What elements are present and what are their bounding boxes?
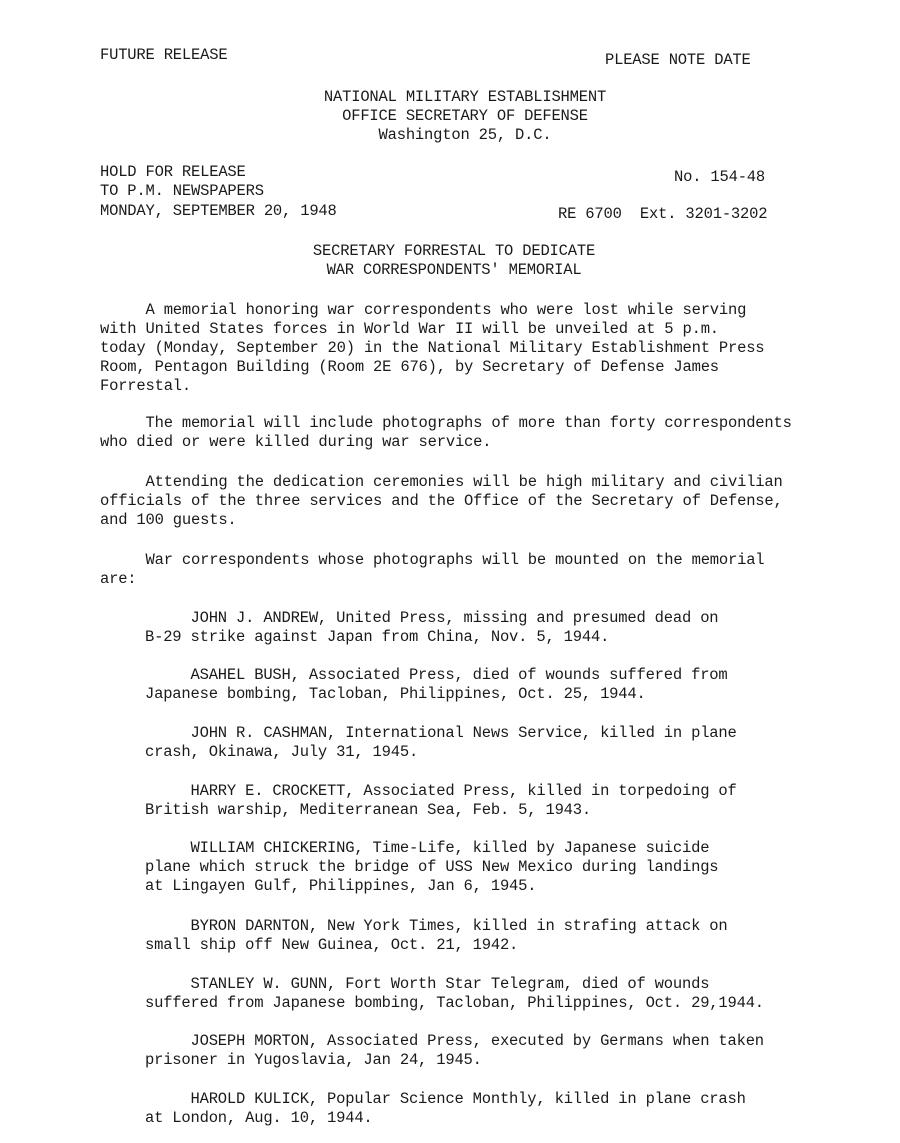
paragraph-intro: A memorial honoring war correspondents who were lost while serving with United States forces in World War II will be unveiled at 5 p.m. today (Monday, September 20) in the National Military Establishment Press Room, Pentagon Building (Room 2E 676), by Secretary of Defense James Forrestal. xyxy=(100,301,765,395)
headline-line-2: WAR CORRESPONDENTS' MEMORIAL xyxy=(326,261,582,279)
correspondent-entry: BYRON DARNTON, New York Times, killed in strafing attack on small ship off New Guinea, Oct. 21, 1942. xyxy=(145,917,728,954)
paragraph-attending: Attending the dedication ceremonies will be high military and civilian officials of the three services and the Office of the Secretary of Defense, and 100 guests. xyxy=(100,473,783,529)
please-note-date-label: PLEASE NOTE DATE xyxy=(605,51,751,69)
correspondent-entry: JOSEPH MORTON, Associated Press, executed by Germans when taken prisoner in Yugoslavia, Jan 24, 1945. xyxy=(145,1032,764,1069)
correspondent-entry: JOHN R. CASHMAN, International News Service, killed in plane crash, Okinawa, July 31, 1945. xyxy=(145,724,737,761)
correspondent-entry: ASAHEL BUSH, Associated Press, died of wounds suffered from Japanese bombing, Tacloban, Philippines, Oct. 25, 1944. xyxy=(145,666,728,703)
future-release-label: FUTURE RELEASE xyxy=(100,46,228,64)
release-number: No. 154-48 xyxy=(674,168,766,186)
paragraph-memorial: The memorial will include photographs of more than forty correspondents who died or were killed during war service. xyxy=(100,414,792,451)
correspondent-entry: HARRY E. CROCKETT, Associated Press, killed in torpedoing of British warship, Mediterranean Sea, Feb. 5, 1943. xyxy=(145,782,737,819)
correspondent-entry: WILLIAM CHICKERING, Time-Life, killed by Japanese suicide plane which struck the bridge of USS New Mexico during landings at Lingayen Gulf, Philippines, Jan 6, 1945. xyxy=(145,839,719,895)
correspondent-entry: HAROLD KULICK, Popular Science Monthly, killed in plane crash at London, Aug. 10, 1944. xyxy=(145,1090,746,1127)
letterhead-line-1: NATIONAL MILITARY ESTABLISHMENT xyxy=(323,88,607,106)
letterhead-line-3: Washington 25, D.C. xyxy=(378,126,552,144)
correspondent-entry: STANLEY W. GUNN, Fort Worth Star Telegram, died of wounds suffered from Japanese bombing, Tacloban, Philippines, Oct. 29,1944. xyxy=(145,975,764,1012)
hold-line-1: HOLD FOR RELEASE xyxy=(100,163,246,181)
hold-line-2: TO P.M. NEWSPAPERS xyxy=(100,182,264,200)
letterhead-line-2: OFFICE SECRETARY OF DEFENSE xyxy=(342,107,588,125)
hold-line-3: MONDAY, SEPTEMBER 20, 1948 xyxy=(100,202,337,220)
correspondent-entry: JOHN J. ANDREW, United Press, missing and presumed dead on B-29 strike against Japan from China, Nov. 5, 1944. xyxy=(145,609,719,646)
paragraph-correspondents-intro: War correspondents whose photographs will be mounted on the memorial are: xyxy=(100,551,765,588)
phone-extension: RE 6700 Ext. 3201-3202 xyxy=(558,205,768,223)
headline-line-1: SECRETARY FORRESTAL TO DEDICATE xyxy=(312,242,596,260)
